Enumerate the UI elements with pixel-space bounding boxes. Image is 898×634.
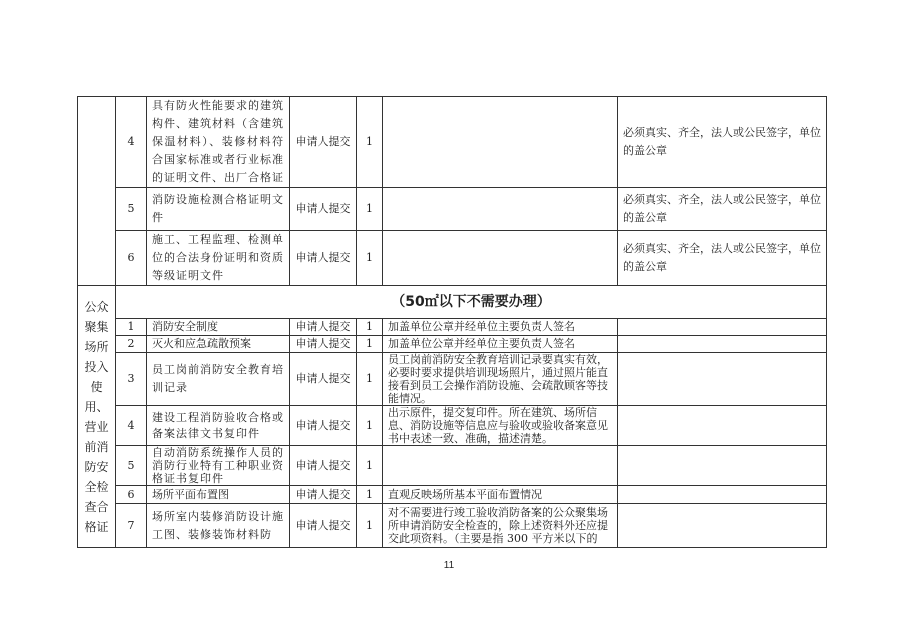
material-requirement [618, 486, 827, 504]
row-number: 1 [116, 319, 147, 336]
row-number: 4 [116, 97, 147, 188]
material-note: 员工岗前消防安全教育培训记录要真实有效，必要时要求提供培训现场照片，通过照片能直接看到员工会操作消防设施、会疏散顾客等技能情况。 [383, 353, 618, 406]
material-name: 施工、工程监理、检测单位的合法身份证明和资质等级证明文件 [147, 231, 290, 286]
row-number: 4 [116, 406, 147, 446]
copy-count: 1 [357, 319, 383, 336]
material-requirement [618, 336, 827, 353]
material-name: 具有防火性能要求的建筑构件、建筑材料（含建筑保温材料）、装修材料符合国家标准或者行业标准的证明文件、出厂合格证 [147, 97, 290, 188]
table-row [78, 446, 827, 486]
material-source: 申请人提交 [290, 188, 357, 231]
material-name: 场所室内装修消防设计施工图、装修装饰材料防 [147, 504, 290, 548]
material-source: 申请人提交 [290, 504, 357, 548]
material-note [383, 446, 618, 486]
material-note: 加盖单位公章并经单位主要负责人签名 [383, 319, 618, 336]
category-cell-empty [78, 97, 116, 286]
material-note: 直观反映场所基本平面布置情况 [383, 486, 618, 504]
section-heading-row [78, 286, 827, 319]
materials-table [77, 96, 827, 548]
copy-count: 1 [357, 504, 383, 548]
table-row [78, 486, 827, 504]
material-name: 消防设施检测合格证明文件 [147, 188, 290, 231]
table-row [78, 504, 827, 548]
section-heading: （50㎡以下不需要办理） [116, 286, 827, 319]
material-source: 申请人提交 [290, 336, 357, 353]
copy-count: 1 [357, 486, 383, 504]
copy-count: 1 [357, 231, 383, 286]
material-requirement: 必须真实、齐全，法人或公民签字，单位的盖公章 [618, 188, 827, 231]
material-source: 申请人提交 [290, 319, 357, 336]
row-number: 6 [116, 486, 147, 504]
material-requirement [618, 446, 827, 486]
material-source: 申请人提交 [290, 231, 357, 286]
material-note [383, 231, 618, 286]
page-number: 11 [443, 560, 455, 571]
material-source: 申请人提交 [290, 97, 357, 188]
material-note: 对不需要进行竣工验收消防备案的公众聚集场所申请消防安全检查的，除上述资料外还应提交此项资料。（主要是指 300 平方米以下的 [383, 504, 618, 548]
material-name: 员工岗前消防安全教育培训记录 [147, 353, 290, 406]
material-name: 自动消防系统操作人员的消防行业特有工种职业资格证书复印件 [147, 446, 290, 486]
material-name: 建设工程消防验收合格或备案法律文书复印件 [147, 406, 290, 446]
material-name: 场所平面布置图 [147, 486, 290, 504]
table-row [78, 406, 827, 446]
material-source: 申请人提交 [290, 406, 357, 446]
table-row [78, 353, 827, 406]
material-source: 申请人提交 [290, 353, 357, 406]
material-note: 出示原件，提交复印件。所在建筑、场所信息、消防设施等信息应与验收或验收备案意见书中表述一致、准确，描述清楚。 [383, 406, 618, 446]
copy-count: 1 [357, 353, 383, 406]
material-note [383, 188, 618, 231]
material-requirement [618, 319, 827, 336]
material-source: 申请人提交 [290, 446, 357, 486]
material-requirement [618, 406, 827, 446]
copy-count: 1 [357, 336, 383, 353]
material-name: 消防安全制度 [147, 319, 290, 336]
row-number: 2 [116, 336, 147, 353]
row-number: 5 [116, 188, 147, 231]
copy-count: 1 [357, 188, 383, 231]
copy-count: 1 [357, 97, 383, 188]
row-number: 7 [116, 504, 147, 548]
copy-count: 1 [357, 406, 383, 446]
table-row [78, 188, 827, 231]
table-row [78, 97, 827, 188]
material-requirement: 必须真实、齐全，法人或公民签字，单位的盖公章 [618, 231, 827, 286]
row-number: 5 [116, 446, 147, 486]
table-row [78, 336, 827, 353]
material-note: 加盖单位公章并经单位主要负责人签名 [383, 336, 618, 353]
material-source: 申请人提交 [290, 486, 357, 504]
row-number: 6 [116, 231, 147, 286]
material-requirement: 必须真实、齐全，法人或公民签字，单位的盖公章 [618, 97, 827, 188]
material-note [383, 97, 618, 188]
copy-count: 1 [357, 446, 383, 486]
material-requirement [618, 353, 827, 406]
table-row [78, 319, 827, 336]
material-name: 灭火和应急疏散预案 [147, 336, 290, 353]
material-requirement [618, 504, 827, 548]
category-cell: 公众聚集场所投入使用、营业前消防安全检查合格证 [78, 286, 116, 548]
table-row [78, 231, 827, 286]
row-number: 3 [116, 353, 147, 406]
